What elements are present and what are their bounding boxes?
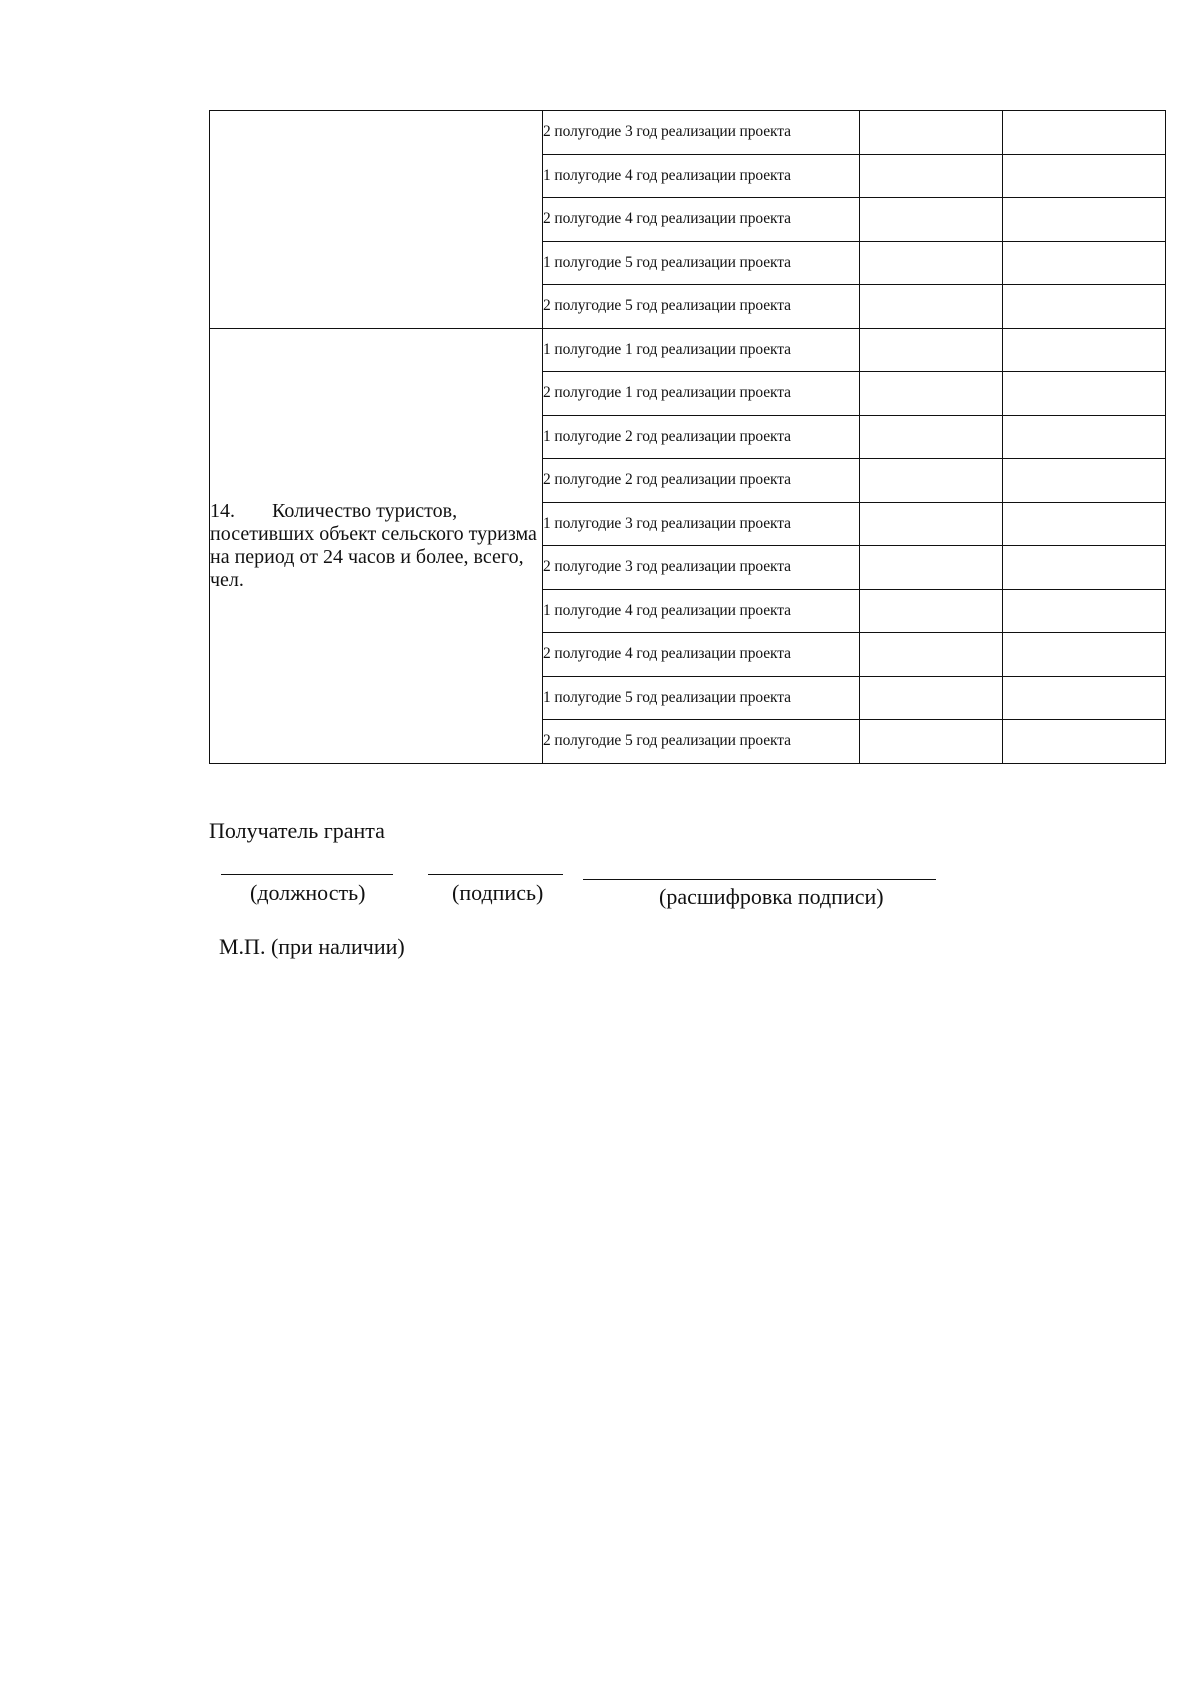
- value-cell: [1003, 502, 1166, 546]
- value-cell: [860, 111, 1003, 155]
- decoding-line: [583, 879, 936, 880]
- period-cell: 2 полугодие 4 год реализации проекта: [543, 633, 860, 677]
- value-cell: [860, 720, 1003, 764]
- signature-line: [428, 874, 563, 875]
- value-cell: [1003, 285, 1166, 329]
- value-cell: [1003, 633, 1166, 677]
- indicator-text: Количество туристов, посетивших объект сельского туризма на период от 24 часов и более, всего, чел.: [210, 499, 537, 591]
- value-cell: [1003, 241, 1166, 285]
- period-cell: 2 полугодие 5 год реализации проекта: [543, 720, 860, 764]
- continuation-rows: [210, 111, 1166, 329]
- value-cell: [860, 502, 1003, 546]
- value-cell: [860, 154, 1003, 198]
- value-cell: [1003, 154, 1166, 198]
- period-cell: 2 полугодие 2 год реализации проекта: [543, 459, 860, 503]
- table-row: [210, 328, 1166, 372]
- indicator-14-rows: [210, 328, 1166, 763]
- position-line: [221, 874, 393, 875]
- value-cell: [1003, 198, 1166, 242]
- value-cell: [1003, 459, 1166, 503]
- table-row: [210, 111, 1166, 155]
- position-caption: (должность): [250, 880, 366, 905]
- value-cell: [860, 415, 1003, 459]
- period-cell: 2 полугодие 1 год реализации проекта: [543, 372, 860, 416]
- period-cell: 1 полугодие 5 год реализации проекта: [543, 676, 860, 720]
- value-cell: [860, 546, 1003, 590]
- period-cell: 2 полугодие 4 год реализации проекта: [543, 198, 860, 242]
- period-cell: 1 полугодие 2 год реализации проекта: [543, 415, 860, 459]
- value-cell: [1003, 546, 1166, 590]
- period-cell: 1 полугодие 4 год реализации проекта: [543, 154, 860, 198]
- value-cell: [1003, 111, 1166, 155]
- value-cell: [860, 198, 1003, 242]
- value-cell: [860, 459, 1003, 503]
- value-cell: [860, 285, 1003, 329]
- period-cell: 2 полугодие 3 год реализации проекта: [543, 546, 860, 590]
- indicator-cell-empty: [210, 111, 543, 329]
- value-cell: [860, 372, 1003, 416]
- period-cell: 1 полугодие 3 год реализации проекта: [543, 502, 860, 546]
- period-cell: 2 полугодие 3 год реализации проекта: [543, 111, 860, 155]
- decoding-caption: (расшифровка подписи): [659, 884, 884, 909]
- value-cell: [860, 589, 1003, 633]
- value-cell: [1003, 589, 1166, 633]
- indicators-table: [209, 110, 1166, 764]
- indicator-number: 14.: [210, 499, 235, 522]
- value-cell: [860, 633, 1003, 677]
- value-cell: [860, 328, 1003, 372]
- stamp-label: М.П. (при наличии): [219, 934, 405, 959]
- value-cell: [1003, 415, 1166, 459]
- period-cell: 1 полугодие 4 год реализации проекта: [543, 589, 860, 633]
- value-cell: [1003, 328, 1166, 372]
- value-cell: [1003, 720, 1166, 764]
- value-cell: [1003, 372, 1166, 416]
- value-cell: [1003, 676, 1166, 720]
- period-cell: 2 полугодие 5 год реализации проекта: [543, 285, 860, 329]
- period-cell: 1 полугодие 1 год реализации проекта: [543, 328, 860, 372]
- value-cell: [860, 241, 1003, 285]
- grant-recipient-label: Получатель гранта: [209, 818, 385, 843]
- value-cell: [860, 676, 1003, 720]
- period-cell: 1 полугодие 5 год реализации проекта: [543, 241, 860, 285]
- signature-caption: (подпись): [452, 880, 544, 905]
- indicator-cell: [210, 328, 543, 763]
